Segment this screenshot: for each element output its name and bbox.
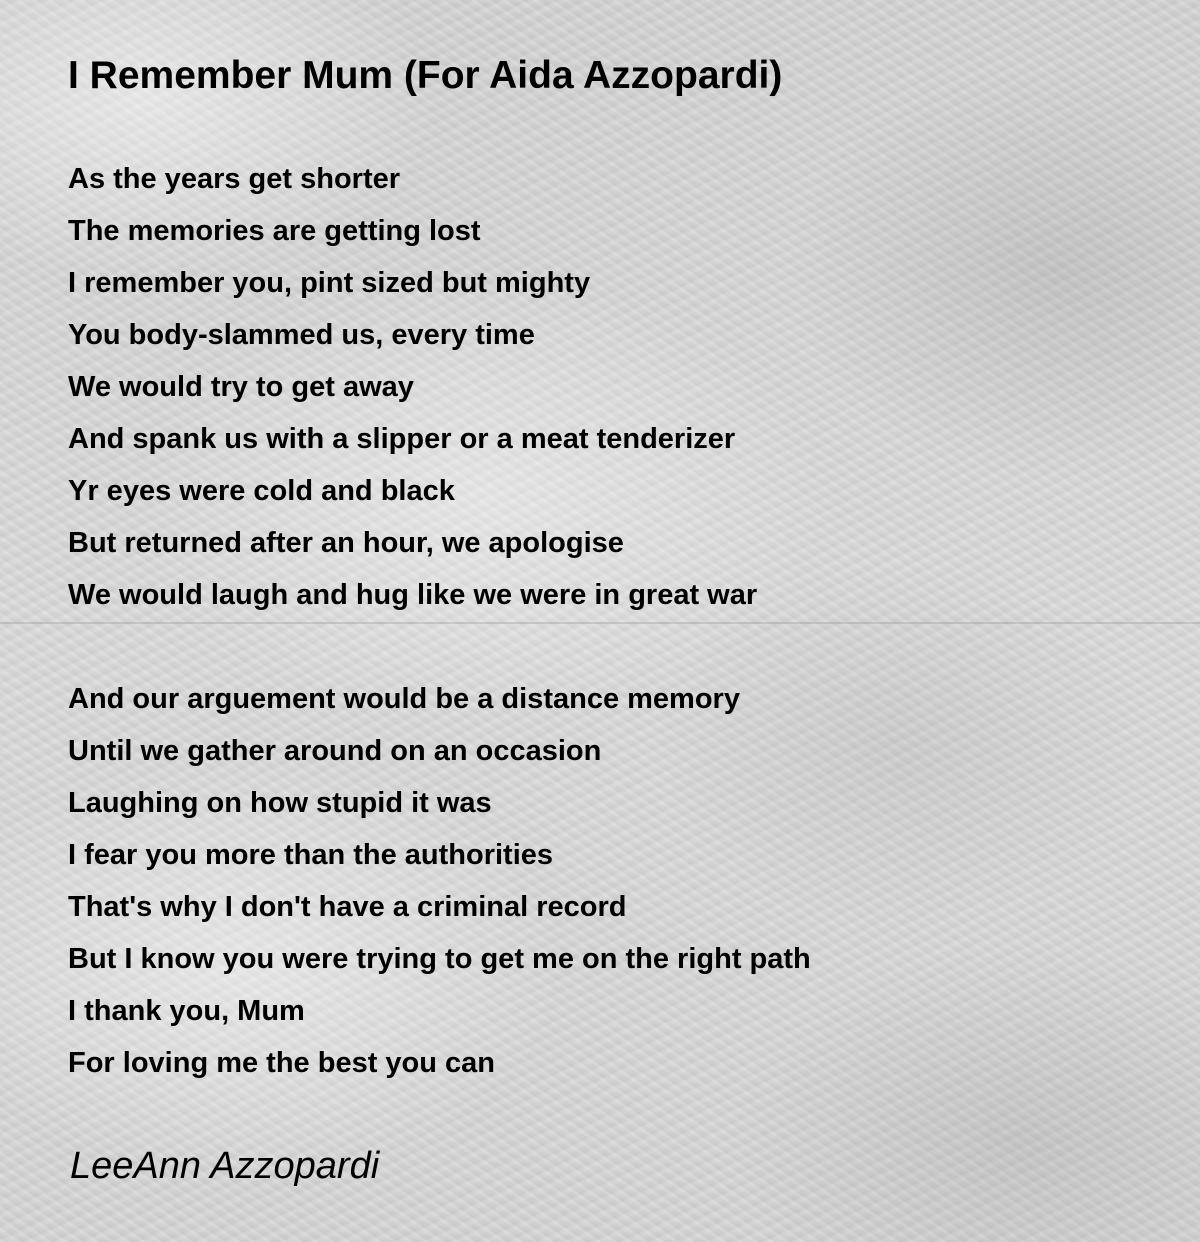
poem-line: I fear you more than the authorities: [68, 839, 554, 871]
poem-line: Laughing on how stupid it was: [68, 787, 492, 819]
poem-line: I thank you, Mum: [68, 995, 305, 1027]
stanza-2: [68, 673, 811, 1089]
background-seam: [0, 622, 1200, 624]
stanza-1: [68, 153, 757, 621]
poem-line: We would try to get away: [68, 371, 414, 403]
poem-line: For loving me the best you can: [68, 1047, 496, 1079]
poem-author: LeeAnn Azzopardi: [70, 1145, 380, 1187]
poem-line: Yr eyes were cold and black: [68, 475, 455, 507]
poem-line: But I know you were trying to get me on the right path: [68, 943, 811, 975]
poem-line: But returned after an hour, we apologise: [68, 527, 624, 559]
poem-line: That's why I don't have a criminal record: [68, 891, 627, 923]
poem-line: And our arguement would be a distance memory: [68, 683, 740, 715]
poem-title: I Remember Mum (For Aida Azzopardi): [68, 54, 783, 97]
poem-line: I remember you, pint sized but mighty: [68, 267, 591, 299]
poem-line: You body-slammed us, every time: [68, 319, 535, 351]
poem-line: We would laugh and hug like we were in great war: [68, 579, 758, 611]
poem-line: And spank us with a slipper or a meat tenderizer: [68, 423, 736, 455]
poem-line: As the years get shorter: [68, 163, 401, 195]
poem-line: The memories are getting lost: [68, 215, 481, 247]
poem-line: Until we gather around on an occasion: [68, 735, 602, 767]
